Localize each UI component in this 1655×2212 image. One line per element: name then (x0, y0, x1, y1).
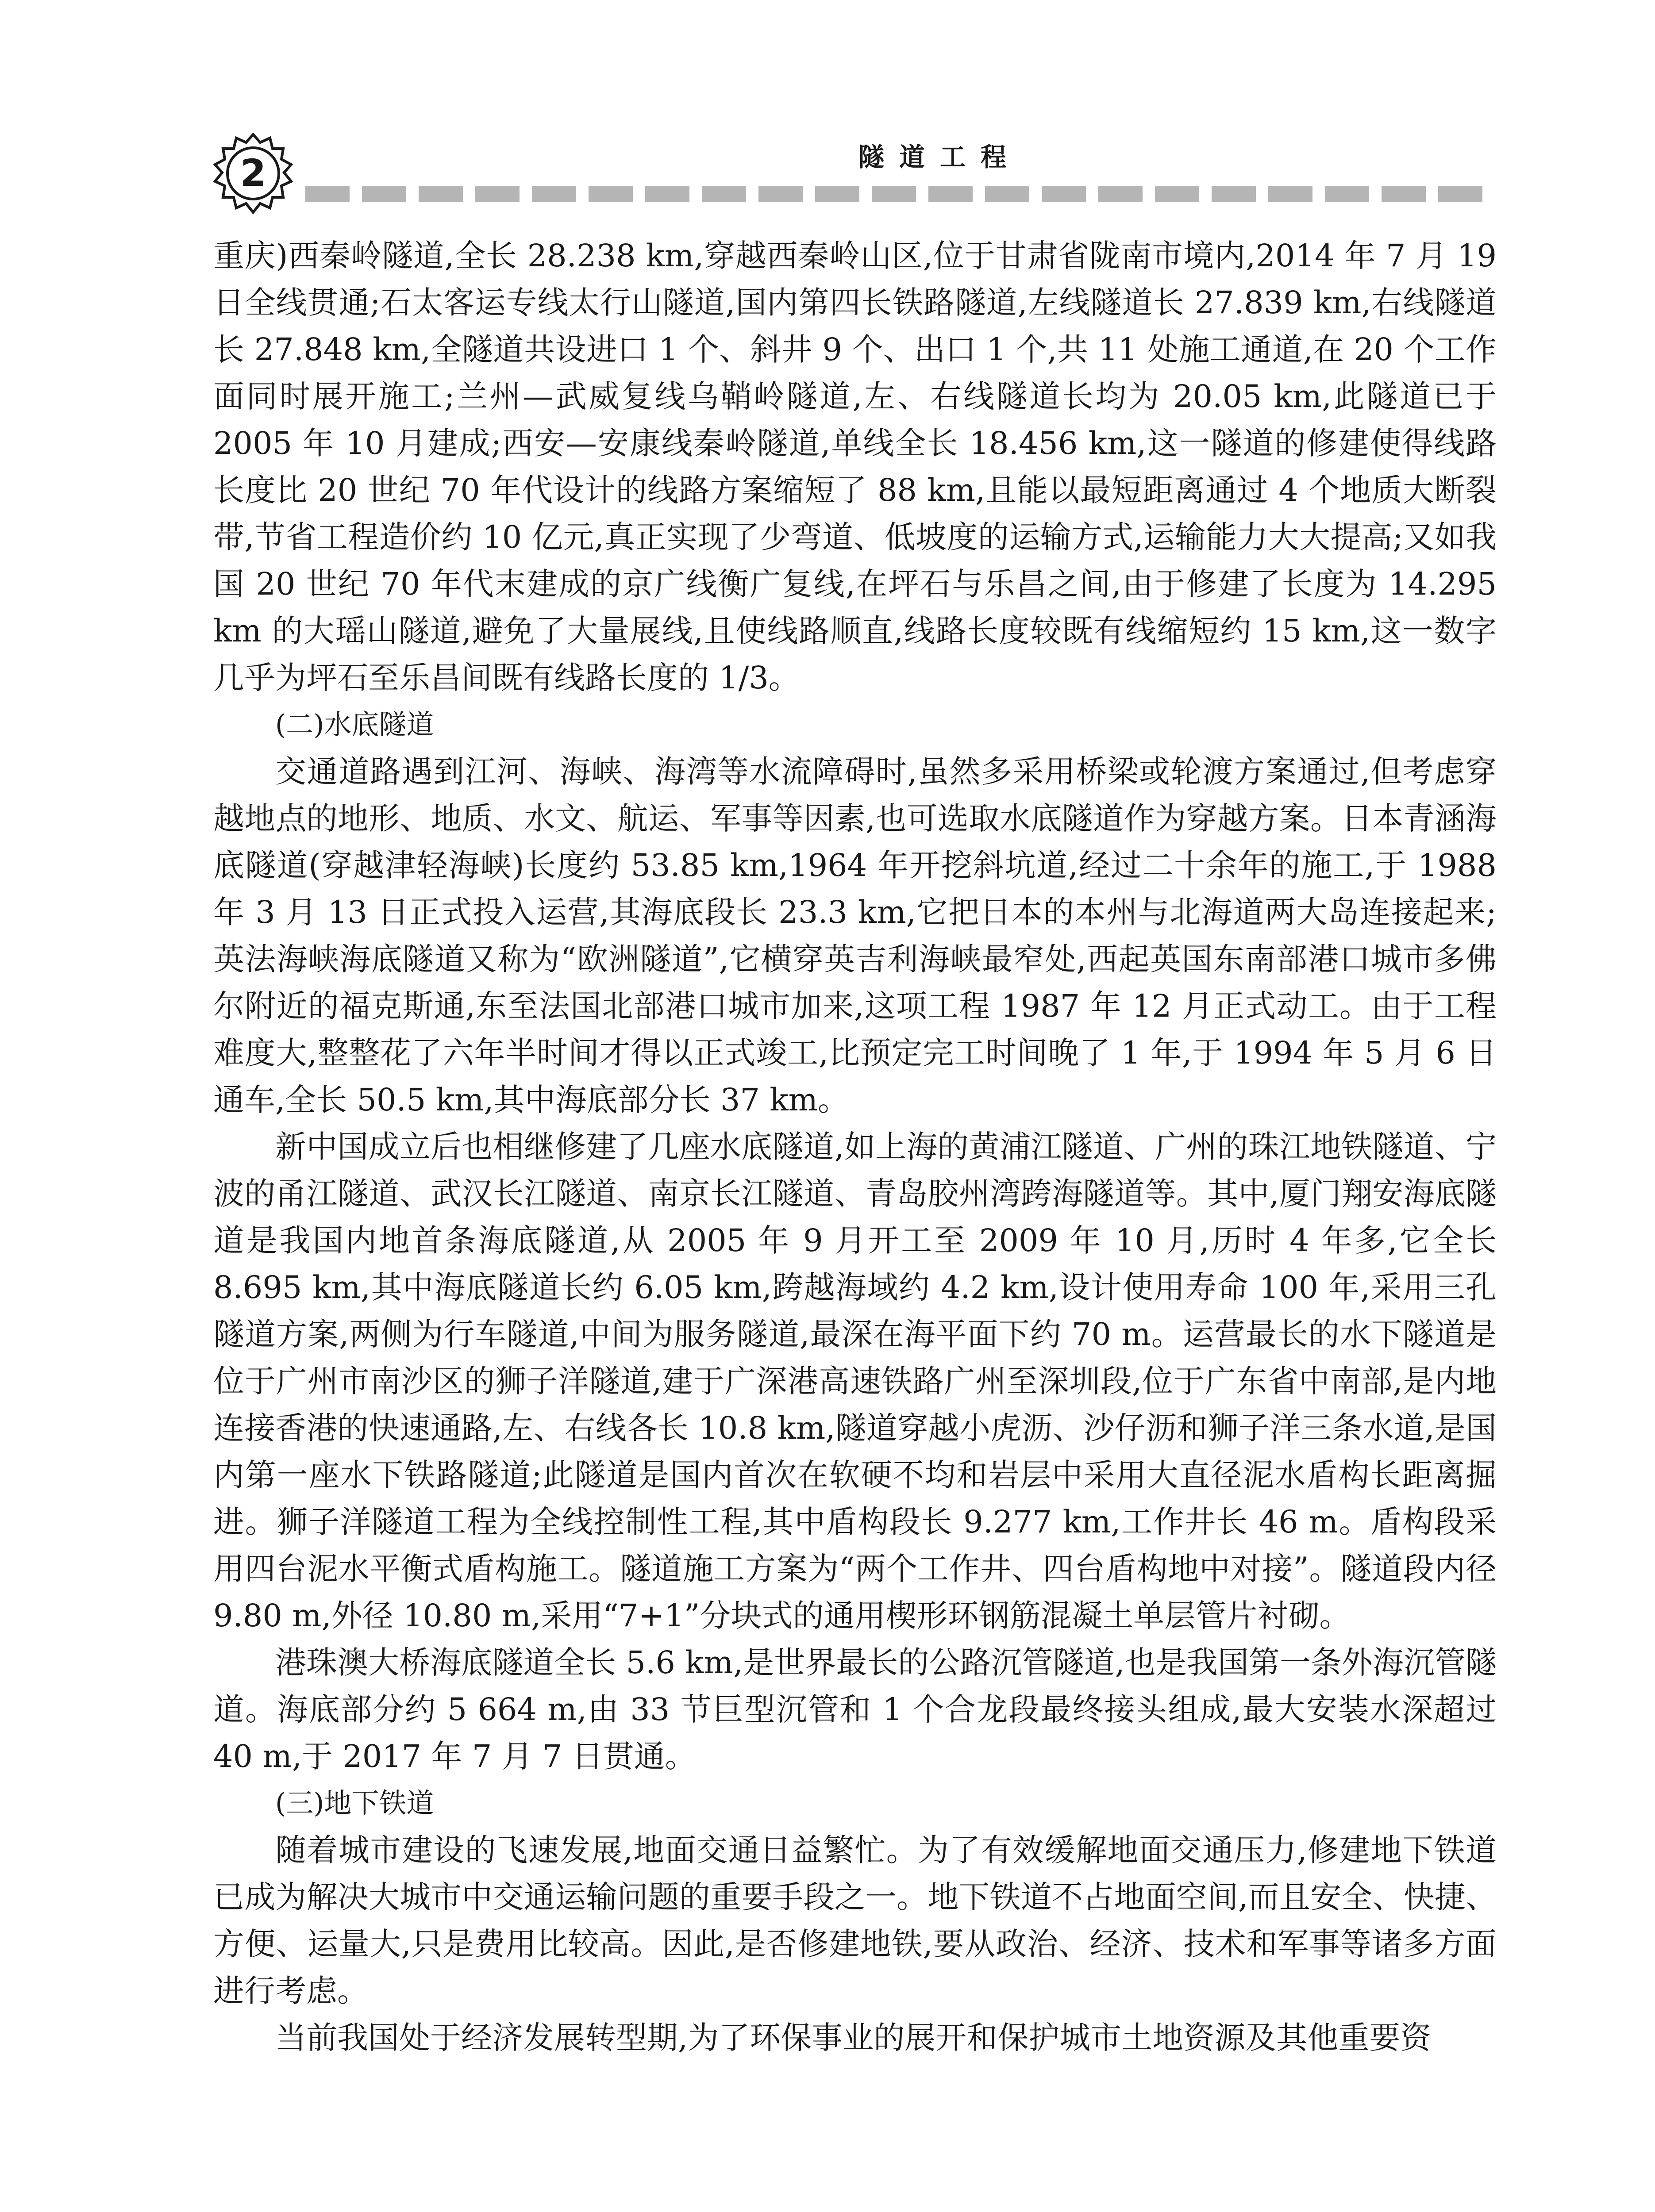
paragraph-2: 交通道路遇到江河、海峡、海湾等水流障碍时,虽然多采用桥梁或轮渡方案通过,但考虑穿越地点的地形、地质、水文、航运、军事等因素,也可选取水底隧道作为穿越方案。日本青涵海底隧道(穿越津轻海峡)长度约 53.85 km,1964 年开挖斜坑道,经过二十余年的施工,于 1988 年 3 月 13 日正式投入运营,其海底段长 23.3 km,它把日本的本州与北海道两大岛连接起来;英法海峡海底隧道又称为“欧洲隧道”,它横穿英吉利海峡最窄处,西起英国东南部港口城市多佛尔附近的福克斯通,东至法国北部港口城市加来,这项工程 1987 年 12 月正式动工。由于工程难度大,整整花了六年半时间才得以正式竣工,比预定完工时间晚了 1 年,于 1994 年 5 月 6 日通车,全长 50.5 km,其中海底部分长 37 km。 (213, 753, 1497, 1118)
running-title: 隧道工程 (858, 142, 1022, 172)
page-number-badge (212, 133, 294, 215)
paragraph-3: 新中国成立后也相继修建了几座水底隧道,如上海的黄浦江隧道、广州的珠江地铁隧道、宁波的甬江隧道、武汉长江隧道、南京长江隧道、青岛胶州湾跨海隧道等。其中,厦门翔安海底隧道是我国内地首条海底隧道,从 2005 年 9 月开工至 2009 年 10 月,历时 4 年多,它全长 8.695 km,其中海底隧道长约 6.05 km,跨越海域约 4.2 km,设计使用寿命 100 年,采用三孔隧道方案,两侧为行车隧道,中间为服务隧道,最深在海平面下约 70 m。运营最长的水下隧道是位于广州市南沙区的狮子洋隧道,建于广深港高速铁路广州至深圳段,位于广东省中南部,是内地连接香港的快速通路,左、右线各长 10.8 km,隧道穿越小虎沥、沙仔沥和狮子洋三条水道,是国内第一座水下铁路隧道;此隧道是国内首次在软硬不均和岩层中采用大直径泥水盾构长距离掘进。狮子洋隧道工程为全线控制性工程,其中盾构段长 9.277 km,工作井长 46 m。盾构段采用四台泥水平衡式盾构施工。隧道施工方案为“两个工作井、四台盾构地中对接”。隧道段内径 9.80 m,外径 10.80 m,采用“7+1”分块式的通用楔形环钢筋混凝土单层管片衬砌。 (213, 1129, 1497, 1634)
page-body (213, 232, 1497, 2061)
page-number: 2 (240, 151, 266, 195)
paragraph-5: 随着城市建设的飞速发展,地面交通日益繁忙。为了有效缓解地面交通压力,修建地下铁道已成为解决大城市中交通运输问题的重要手段之一。地下铁道不占地面空间,而且安全、快捷、方便、运量大,只是费用比较高。因此,是否修建地铁,要从政治、经济、技术和军事等诸多方面进行考虑。 (213, 1832, 1497, 2009)
paragraph-6: 当前我国处于经济发展转型期,为了环保事业的展开和保护城市土地资源及其他重要资 (275, 2020, 1432, 2056)
badge-seal-icon (212, 133, 294, 215)
header-dash-rule (305, 186, 1491, 202)
section-heading-subway: (三)地下铁道 (275, 1787, 434, 1819)
page-header (212, 133, 1491, 199)
paragraph-4: 港珠澳大桥海底隧道全长 5.6 km,是世界最长的公路沉管隧道,也是我国第一条外海沉管隧道。海底部分约 5 664 m,由 33 节巨型沉管和 1 个合龙段最终接头组成,最大安装水深超过 40 m,于 2017 年 7 月 7 日贯通。 (213, 1644, 1497, 1774)
section-heading-underwater-tunnel: (二)水底隧道 (275, 708, 434, 741)
paragraph-1: 重庆)西秦岭隧道,全长 28.238 km,穿越西秦岭山区,位于甘肃省陇南市境内,2014 年 7 月 19 日全线贯通;石太客运专线太行山隧道,国内第四长铁路隧道,左线隧道长 27.839 km,右线隧道长 27.848 km,全隧道共设进口 1 个、斜井 9 个、出口 1 个,共 11 处施工通道,在 20 个工作面同时展开施工;兰州—武威复线乌鞘岭隧道,左、右线隧道长均为 20.05 km,此隧道已于 2005 年 10 月建成;西安—安康线秦岭隧道,单线全长 18.456 km,这一隧道的修建使得线路长度比 20 世纪 70 年代设计的线路方案缩短了 88 km,且能以最短距离通过 4 个地质大断裂带,节省工程造价约 10 亿元,真正实现了少弯道、低坡度的运输方式,运输能力大大提高;又如我国 20 世纪 70 年代末建成的京广线衡广复线,在坪石与乐昌之间,由于修建了长度为 14.295 km 的大瑶山隧道,避免了大量展线,且使线路顺直,线路长度较既有线缩短约 15 km,这一数字几乎为坪石至乐昌间既有线路长度的 1/3。 (213, 238, 1497, 696)
